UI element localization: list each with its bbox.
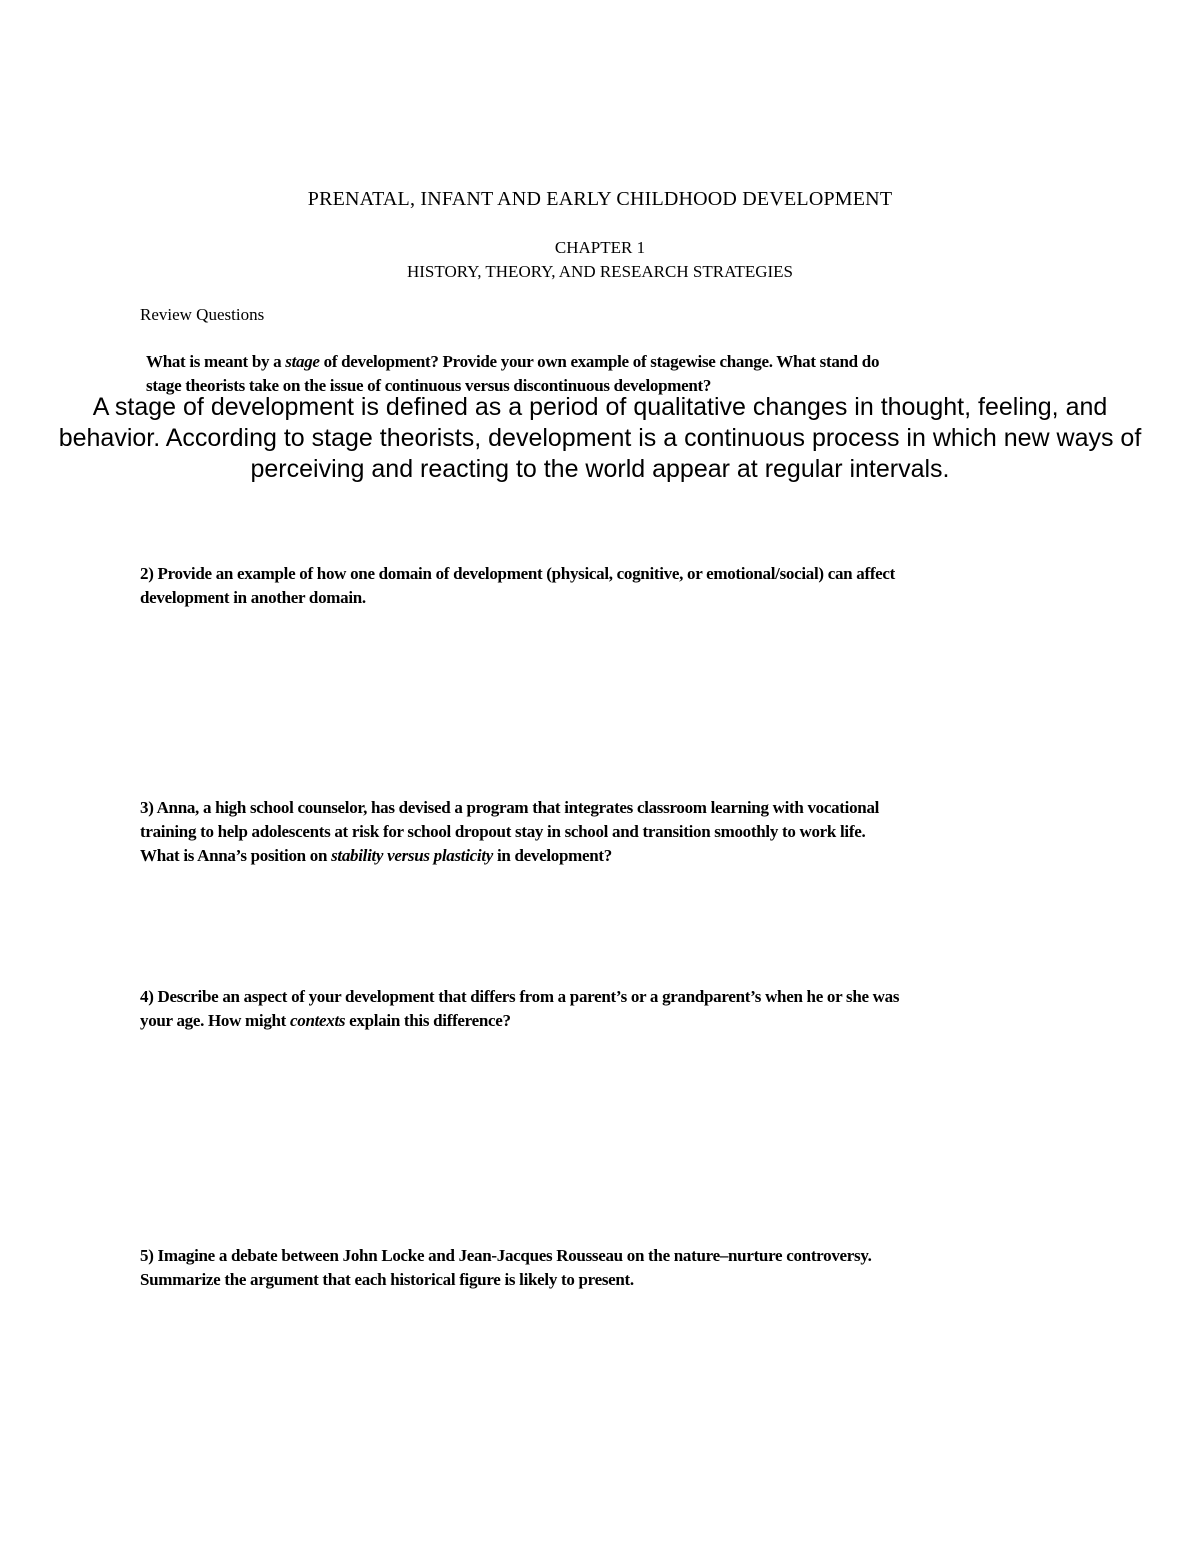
question-3 [140, 796, 1070, 868]
question-1-line-2: stage theorists take on the issue of continuous versus discontinuous development? [146, 376, 712, 395]
chapter-number: CHAPTER 1 [554, 238, 646, 257]
document-title: PRENATAL, INFANT AND EARLY CHILDHOOD DEVELOPMENT [307, 188, 893, 210]
chapter-title: HISTORY, THEORY, AND RESEARCH STRATEGIES [406, 262, 794, 281]
answer-1 [0, 392, 1200, 485]
answer-1-line-2: behavior. According to stage theorists, development is a continuous process in which new ways of [58, 424, 1142, 452]
section-heading: Review Questions [140, 305, 265, 324]
stage-emphasis: stage [285, 352, 320, 371]
question-5 [140, 1244, 1070, 1292]
question-2 [140, 562, 1070, 610]
question-3-line-2: training to help adolescents at risk for school dropout stay in school and transition smoothly to work life. [140, 822, 866, 841]
chapter-heading [0, 236, 1200, 284]
question-1 [146, 350, 1076, 398]
question-2-line-1: 2) Provide an example of how one domain of development (physical, cognitive, or emotional/social) can affect [140, 564, 896, 583]
question-5-line-1: 5) Imagine a debate between John Locke and Jean-Jacques Rousseau on the nature–nurture controversy. [140, 1246, 872, 1265]
question-2-line-2: development in another domain. [140, 588, 366, 607]
question-4 [140, 985, 1070, 1033]
stability-plasticity-emphasis: stability versus plasticity [331, 846, 493, 865]
contexts-emphasis: contexts [290, 1011, 346, 1030]
answer-1-line-3: perceiving and reacting to the world appear at regular intervals. [250, 455, 950, 483]
question-3-line-3: What is Anna’s position on stability versus plasticity in development? [140, 846, 612, 865]
question-4-line-1: 4) Describe an aspect of your development that differs from a parent’s or a grandparent’s when he or she was [140, 987, 900, 1006]
question-4-line-2: your age. How might contexts explain this difference? [140, 1011, 511, 1030]
question-1-line-1: What is meant by a stage of development? Provide your own example of stagewise change. What stand do [146, 352, 880, 371]
question-5-line-2: Summarize the argument that each historical figure is likely to present. [140, 1270, 634, 1289]
answer-1-line-1: A stage of development is defined as a period of qualitative changes in thought, feeling, and [92, 393, 1108, 421]
question-3-line-1: 3) Anna, a high school counselor, has devised a program that integrates classroom learning with vocational [140, 798, 880, 817]
